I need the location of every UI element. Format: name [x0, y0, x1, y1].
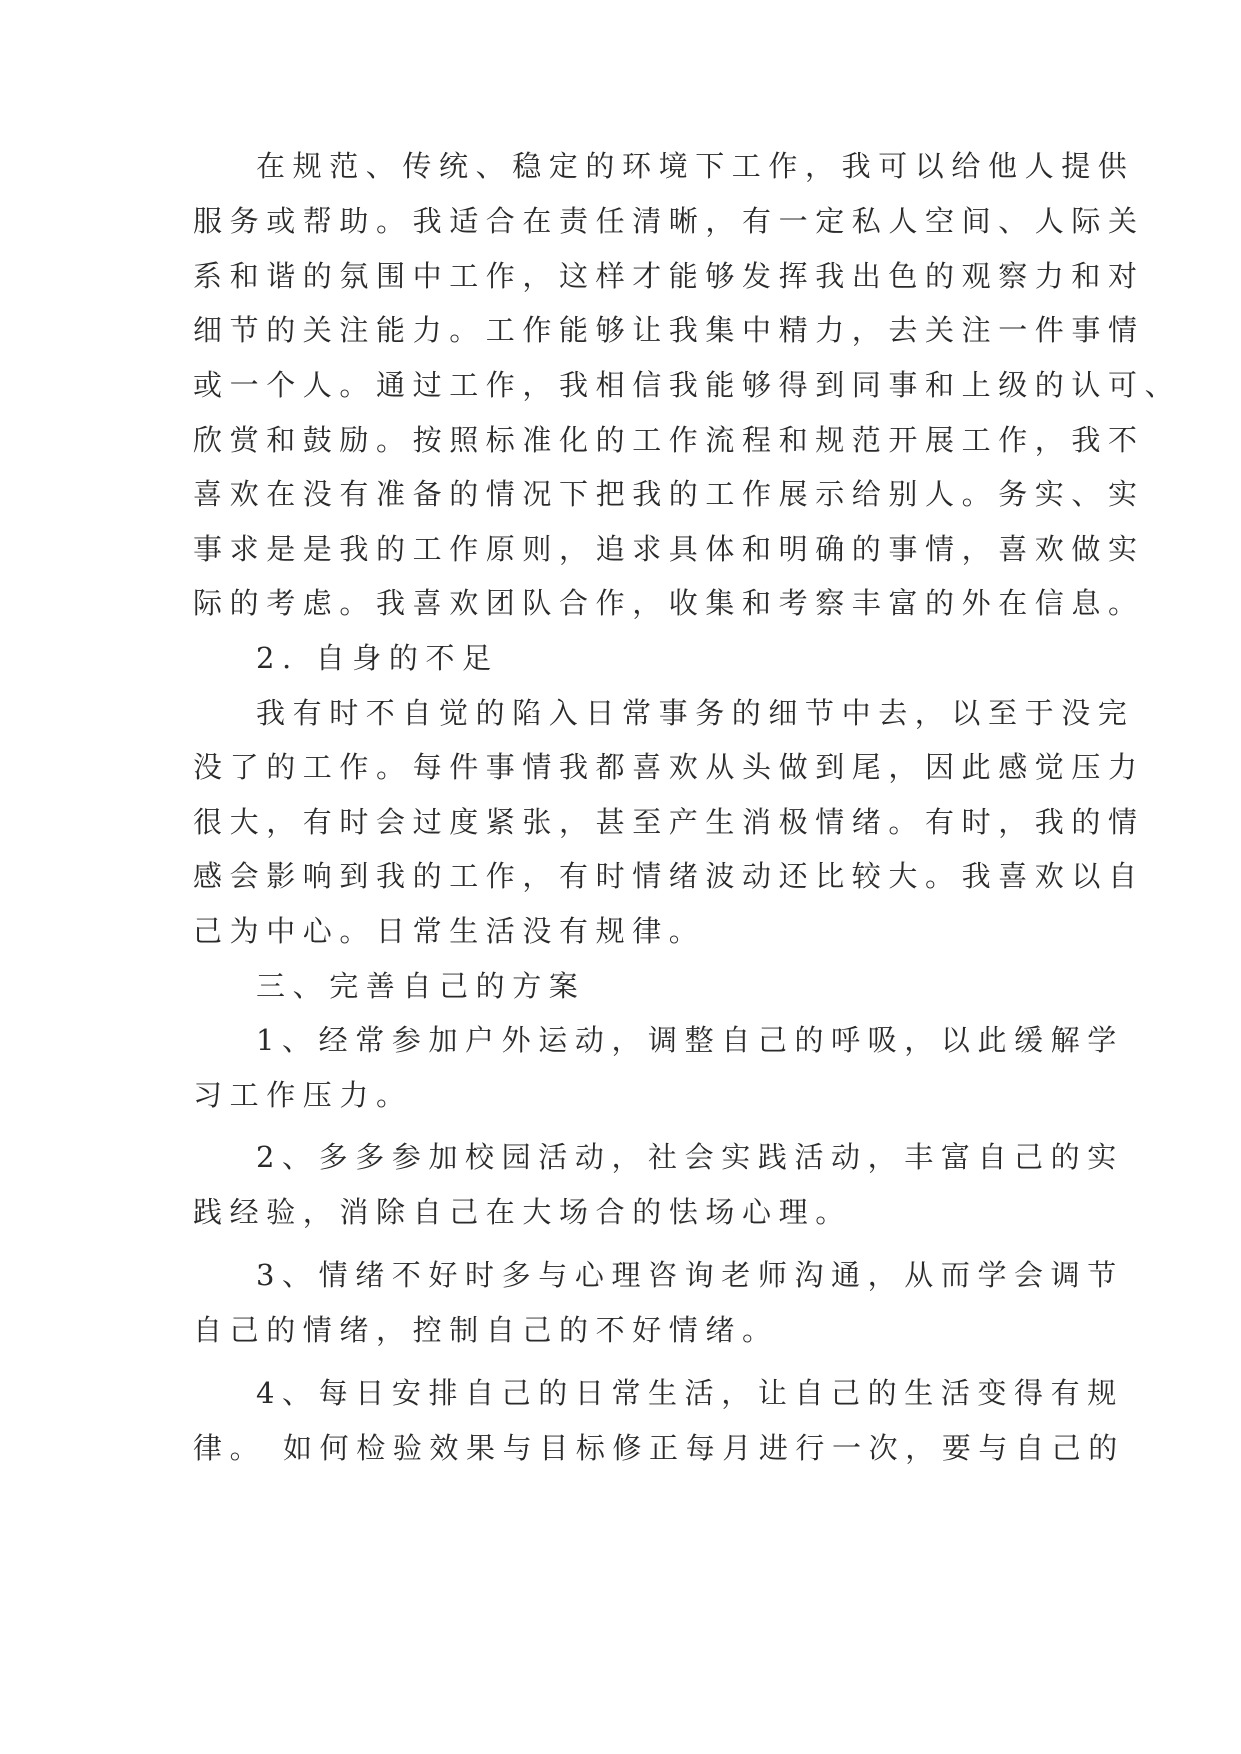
list-item-line: 践经验，消除自己在大场合的怯场心理。: [193, 1195, 852, 1229]
paragraph-line: 没了的工作。每件事情我都喜欢从头做到尾，因此感觉压力: [193, 750, 1145, 784]
paragraph-line: 很大，有时会过度紧张，甚至产生消极情绪。有时，我的情: [193, 805, 1145, 839]
paragraph-line: 细节的关注能力。工作能够让我集中精力，去关注一件事情: [193, 313, 1145, 347]
list-item-line: 律。 如何检验效果与目标修正每月进行一次，要与自己的: [193, 1431, 1125, 1465]
paragraph-line: 事求是是我的工作原则，追求具体和明确的事情，喜欢做实: [193, 532, 1145, 566]
paragraph-line: 系和谐的氛围中工作，这样才能够发挥我出色的观察力和对: [193, 259, 1145, 293]
section-heading: 2. 自身的不足: [256, 641, 499, 675]
paragraph-line: 在规范、传统、稳定的环境下工作，我可以给他人提供: [256, 149, 1135, 183]
list-item-line: 习工作压力。: [193, 1078, 413, 1112]
paragraph-line: 欣赏和鼓励。按照标准化的工作流程和规范开展工作，我不: [193, 423, 1145, 457]
paragraph-line: 喜欢在没有准备的情况下把我的工作展示给别人。务实、实: [193, 477, 1145, 511]
paragraph-line: 际的考虑。我喜欢团队合作，收集和考察丰富的外在信息。: [193, 586, 1145, 620]
paragraph-line: 服务或帮助。我适合在责任清晰，有一定私人空间、人际关: [193, 204, 1145, 238]
list-item-line: 2、多多参加校园活动，社会实践活动，丰富自己的实: [256, 1140, 1124, 1174]
paragraph-line: 己为中心。日常生活没有规律。: [193, 914, 706, 948]
list-item-line: 3、情绪不好时多与心理咨询老师沟通，从而学会调节: [256, 1258, 1124, 1292]
list-item-line: 自己的情绪，控制自己的不好情绪。: [193, 1313, 779, 1347]
list-item-line: 4、每日安排自己的日常生活，让自己的生活变得有规: [256, 1376, 1124, 1410]
list-item-line: 1、经常参加户外运动，调整自己的呼吸，以此缓解学: [256, 1023, 1124, 1057]
paragraph-line: 或一个人。通过工作，我相信我能够得到同事和上级的认可、: [193, 368, 1182, 402]
paragraph-line: 我有时不自觉的陷入日常事务的细节中去，以至于没完: [256, 696, 1135, 730]
paragraph-line: 感会影响到我的工作，有时情绪波动还比较大。我喜欢以自: [193, 859, 1145, 893]
section-heading: 三、完善自己的方案: [256, 969, 586, 1003]
